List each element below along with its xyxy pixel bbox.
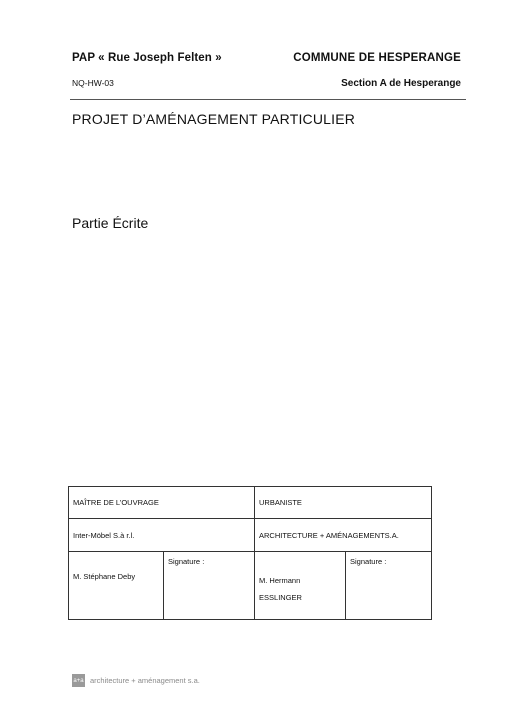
table-row bbox=[69, 552, 432, 620]
owner-signature-label: Signature : bbox=[164, 552, 255, 620]
commune-name: COMMUNE DE HESPERANGE bbox=[293, 52, 461, 64]
owner-heading: MAÎTRE DE L’OUVRAGE bbox=[69, 487, 255, 519]
owner-company: Inter-Möbel S.à r.l. bbox=[69, 519, 255, 552]
planner-heading: URBANISTE bbox=[255, 487, 432, 519]
header-divider bbox=[70, 99, 466, 100]
footer bbox=[72, 674, 200, 687]
footer-company: architecture + aménagement s.a. bbox=[90, 676, 200, 685]
document-title: PROJET D’AMÉNAGEMENT PARTICULIER bbox=[72, 111, 356, 127]
planner-person-line2: ESSLINGER bbox=[259, 593, 302, 602]
planner-company: ARCHITECTURE + AMÉNAGEMENTS.A. bbox=[255, 519, 432, 552]
planner-person bbox=[255, 552, 346, 620]
part-title: Partie Écrite bbox=[72, 215, 149, 231]
table-row bbox=[69, 487, 432, 519]
planner-signature-label: Signature : bbox=[346, 552, 432, 620]
company-logo: a+a bbox=[72, 674, 85, 687]
planner-person-line1: M. Hermann bbox=[259, 576, 301, 585]
table-row bbox=[69, 519, 432, 552]
owner-person: M. Stéphane Deby bbox=[69, 552, 164, 620]
project-short-title: PAP « Rue Joseph Felten » bbox=[72, 52, 222, 64]
signature-table bbox=[68, 486, 432, 620]
reference-code: NQ-HW-03 bbox=[72, 78, 114, 88]
section-label: Section A de Hesperange bbox=[341, 78, 461, 89]
